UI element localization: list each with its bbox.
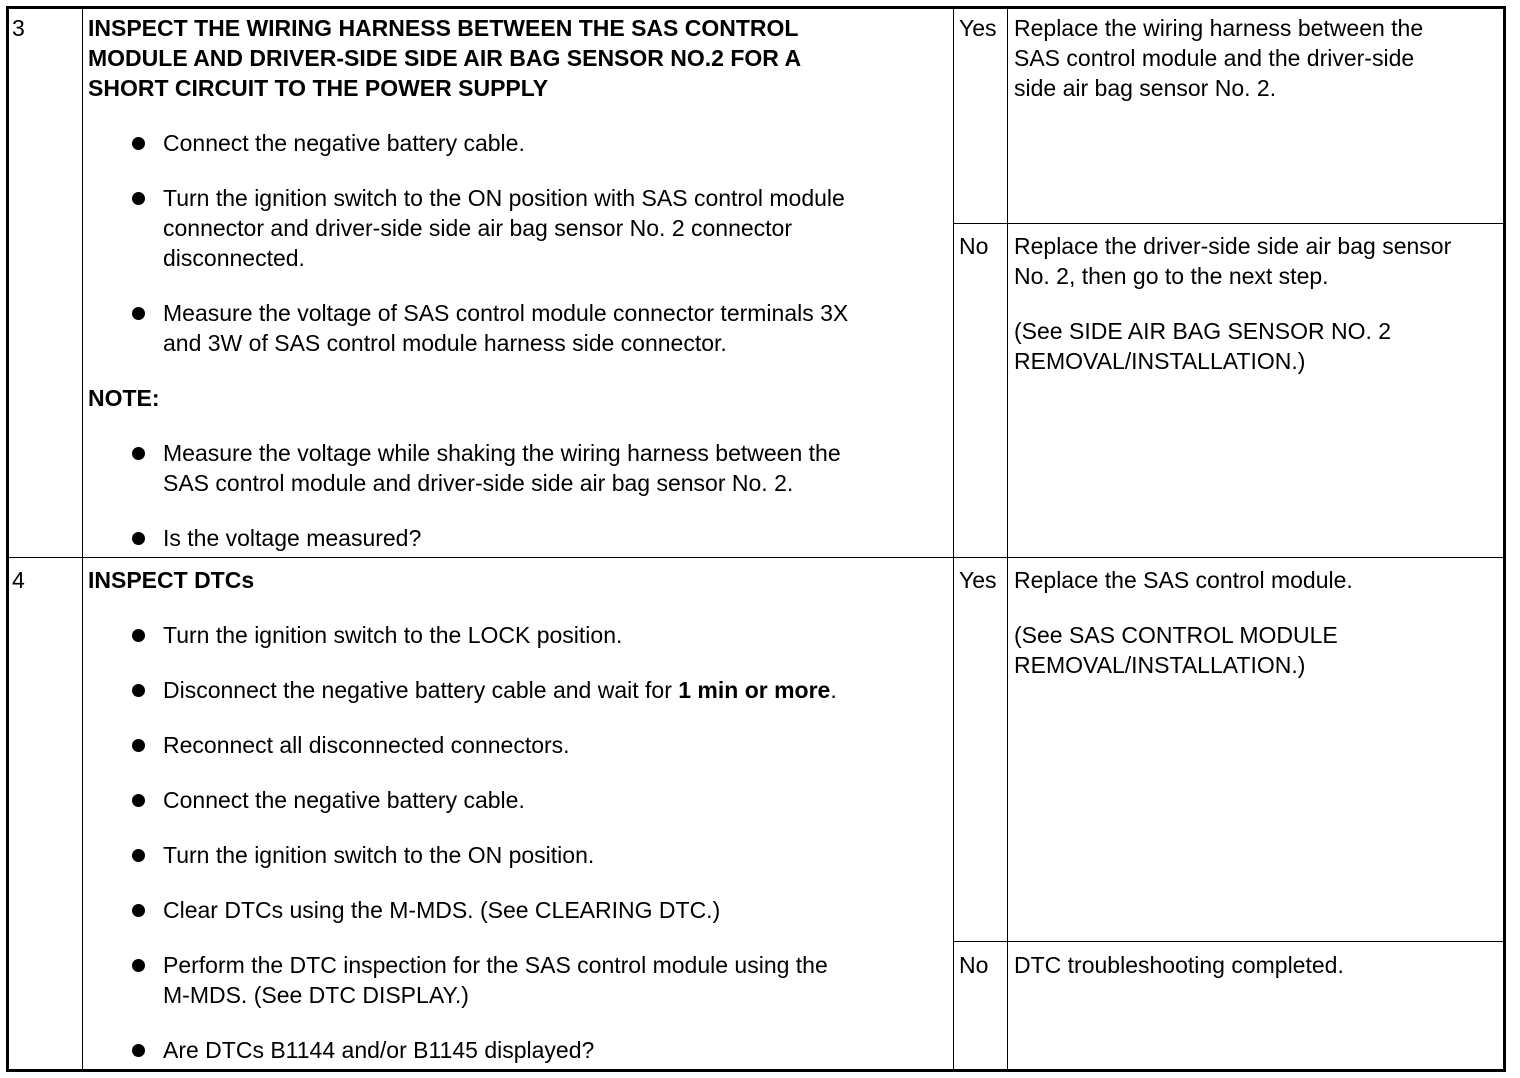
note-text: Measure the voltage while shaking the wiring harness between the bbox=[163, 440, 841, 466]
instruction-text: Measure the voltage of SAS control module connector terminals 3X bbox=[163, 300, 849, 326]
no-label: No bbox=[959, 952, 989, 978]
bullet-icon bbox=[132, 629, 145, 642]
instruction-text: and 3W of SAS control module harness side connector. bbox=[163, 330, 727, 356]
yes-result-text: Replace the SAS control module. bbox=[1014, 567, 1353, 593]
bullet-icon bbox=[132, 684, 145, 697]
bullet-icon bbox=[132, 739, 145, 752]
instruction-text: Turn the ignition switch to the LOCK position. bbox=[163, 622, 623, 648]
bullet-icon bbox=[132, 1044, 145, 1057]
instruction-text: M-MDS. (See DTC DISPLAY.) bbox=[163, 982, 469, 1008]
step-title-line: MODULE AND DRIVER-SIDE SIDE AIR BAG SENSOR NO.2 FOR A bbox=[88, 45, 802, 71]
bullet-icon bbox=[132, 959, 145, 972]
result-divider-step4 bbox=[953, 941, 1506, 942]
yes-label: Yes bbox=[959, 15, 997, 41]
bullet-icon bbox=[132, 849, 145, 862]
instruction-text: connector and driver-side side air bag sensor No. 2 connector bbox=[163, 215, 793, 241]
instruction-text: Turn the ignition switch to the ON position with SAS control module bbox=[163, 185, 845, 211]
result-divider-step3 bbox=[953, 223, 1506, 224]
step-number: 4 bbox=[12, 567, 25, 593]
yes-label: Yes bbox=[959, 567, 997, 593]
yes-result-text: SAS control module and the driver-side bbox=[1014, 45, 1415, 71]
instruction-text-main: Disconnect the negative battery cable and wait for bbox=[163, 677, 679, 703]
instruction-text-tail: . bbox=[830, 677, 837, 703]
instruction-text: Turn the ignition switch to the ON position. bbox=[163, 842, 595, 868]
step-title-line: SHORT CIRCUIT TO THE POWER SUPPLY bbox=[88, 75, 549, 101]
no-result-text: Replace the driver-side side air bag sensor bbox=[1014, 233, 1452, 259]
bullet-icon bbox=[132, 904, 145, 917]
instruction-text: Connect the negative battery cable. bbox=[163, 787, 525, 813]
no-label: No bbox=[959, 233, 989, 259]
bullet-icon bbox=[132, 532, 145, 545]
step-number: 3 bbox=[12, 15, 25, 41]
note-text: SAS control module and driver-side side air bag sensor No. 2. bbox=[163, 470, 794, 496]
bullet-icon bbox=[132, 137, 145, 150]
yes-result-text: side air bag sensor No. 2. bbox=[1014, 75, 1277, 101]
instruction-text: disconnected. bbox=[163, 245, 305, 271]
bullet-icon bbox=[132, 794, 145, 807]
bullet-icon bbox=[132, 307, 145, 320]
column-divider-result bbox=[1007, 6, 1008, 1072]
row-divider bbox=[6, 557, 1506, 558]
no-result-text: No. 2, then go to the next step. bbox=[1014, 263, 1329, 289]
bullet-icon bbox=[132, 192, 145, 205]
instruction-text: Reconnect all disconnected connectors. bbox=[163, 732, 570, 758]
instruction-text: Clear DTCs using the M-MDS. (See CLEARING DTC.) bbox=[163, 897, 721, 923]
step-title-line: INSPECT THE WIRING HARNESS BETWEEN THE SAS CONTROL bbox=[88, 15, 799, 41]
reference-text: REMOVAL/INSTALLATION.) bbox=[1014, 348, 1306, 374]
column-divider-action bbox=[953, 6, 954, 1072]
no-result-text: DTC troubleshooting completed. bbox=[1014, 952, 1344, 978]
reference-text: REMOVAL/INSTALLATION.) bbox=[1014, 652, 1306, 678]
wait-time-emphasis: 1 min or more bbox=[678, 677, 831, 703]
instruction-text: Connect the negative battery cable. bbox=[163, 130, 525, 156]
column-divider-step bbox=[82, 6, 83, 1072]
reference-text: (See SAS CONTROL MODULE bbox=[1014, 622, 1338, 648]
instruction-text: Perform the DTC inspection for the SAS control module using the bbox=[163, 952, 828, 978]
question-text: Are DTCs B1144 and/or B1145 displayed? bbox=[163, 1037, 595, 1063]
step-title-line: INSPECT DTCs bbox=[88, 567, 255, 593]
question-text: Is the voltage measured? bbox=[163, 525, 422, 551]
yes-result-text: Replace the wiring harness between the bbox=[1014, 15, 1424, 41]
reference-text: (See SIDE AIR BAG SENSOR NO. 2 bbox=[1014, 318, 1392, 344]
instruction-text bbox=[163, 675, 837, 705]
note-label: NOTE: bbox=[88, 385, 160, 411]
bullet-icon bbox=[132, 447, 145, 460]
